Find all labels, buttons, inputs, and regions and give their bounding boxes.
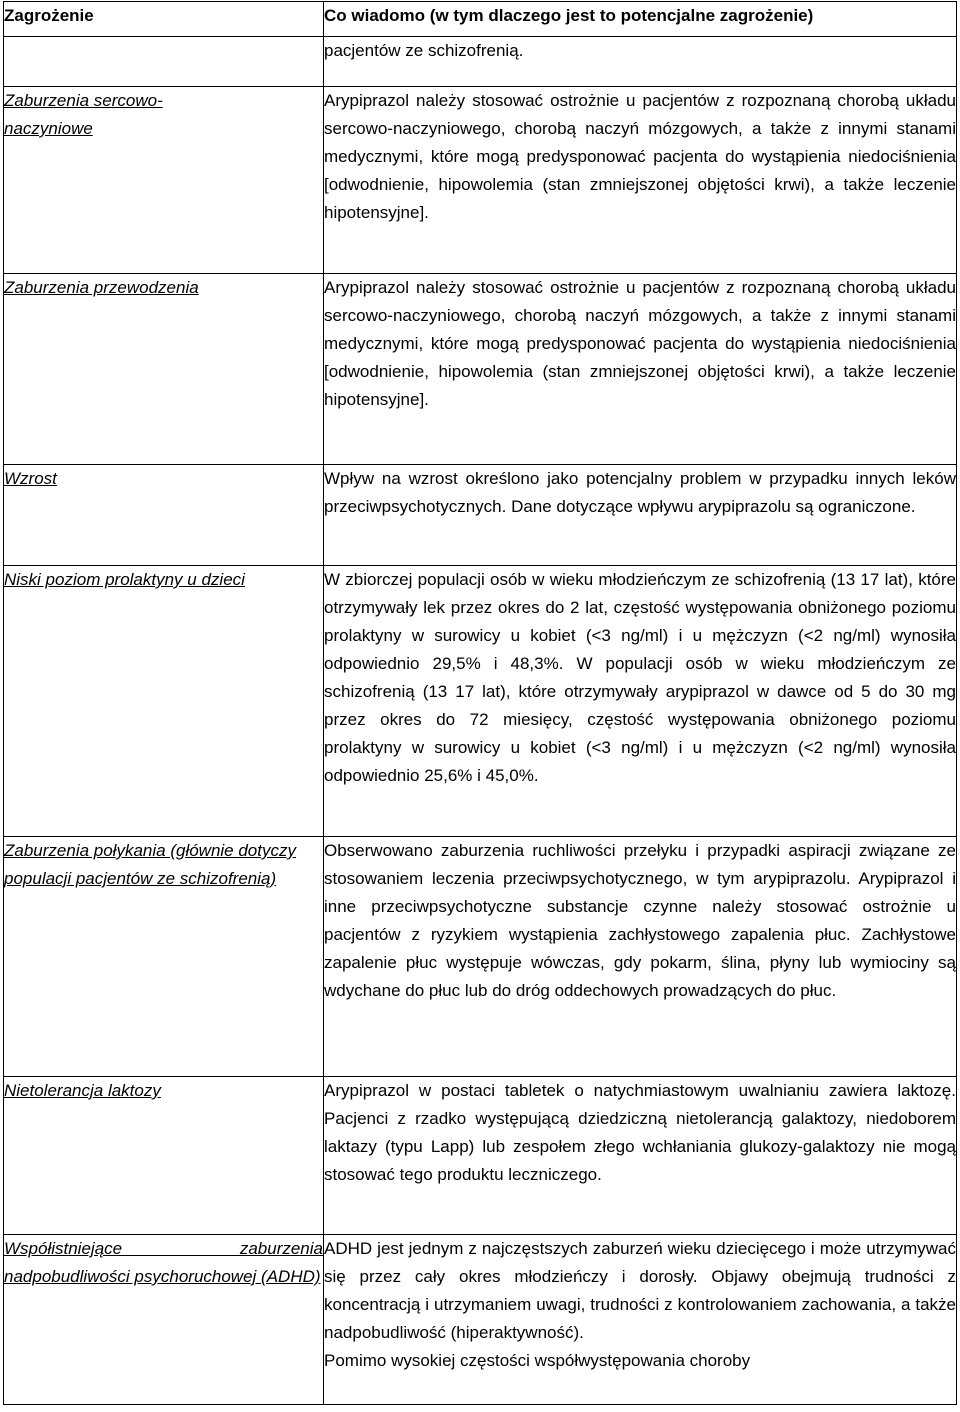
table-row [4, 87, 957, 274]
risk-cell: Niski poziom prolaktyny u dzieci [4, 566, 324, 837]
table-header-row [4, 2, 957, 37]
risk-cell: Zaburzenia przewodzenia [4, 274, 324, 465]
info-cell [324, 37, 957, 87]
info-paragraph: Wpływ na wzrost określono jako potencjalny problem w przypadku innych leków przeciwpsychotycznych. Dane dotyczące wpływu arypiprazolu są ograniczone. [324, 469, 956, 516]
info-cell [324, 837, 957, 1077]
info-cell [324, 87, 957, 274]
table-row [4, 1235, 957, 1405]
risk-table [3, 1, 957, 1405]
info-cell [324, 1077, 957, 1235]
table-row [4, 37, 957, 87]
info-paragraph: Arypiprazol w postaci tabletek o natychmiastowym uwalnianiu zawiera laktozę. Pacjenci z rzadko występującą dziedziczną nietolerancją galaktozy, niedoborem laktazy (typu Lapp) lub zespołem złego wchłaniania glukozy-galaktozy nie mogą stosować tego produktu leczniczego. [324, 1081, 956, 1184]
info-paragraph: Arypiprazol należy stosować ostrożnie u pacjentów z rozpoznaną chorobą układu sercowo-naczyniowego, chorobą naczyń mózgowych, a także z innymi stanami medycznymi, które mogą predysponować pacjenta do wystąpienia niedociśnienia [odwodnienie, hipowolemia (stan zmniejszonej objętości krwi), a także leczenie hipotensyjne]. [324, 278, 956, 409]
info-paragraph: pacjentów ze schizofrenią. [324, 41, 524, 60]
header-risk: Zagrożenie [4, 2, 324, 37]
risk-cell: Wzrost [4, 465, 324, 566]
table-row [4, 465, 957, 566]
risk-cell: Współistniejące zaburzenia nadpobudliwości psychoruchowej (ADHD) [4, 1235, 324, 1405]
risk-cell: Zaburzenia sercowo-naczyniowe [4, 87, 324, 274]
risk-cell: Zaburzenia połykania (głównie dotyczy populacji pacjentów ze schizofrenią) [4, 837, 324, 1077]
info-cell [324, 1235, 957, 1405]
info-paragraph: Obserwowano zaburzenia ruchliwości przełyku i przypadki aspiracji związane ze stosowaniem leczenia przeciwpsychotycznego, w tym arypiprazolu. Arypiprazol i inne przeciwpsychotyczne substancje czynne należy stosować ostrożnie u pacjentów z ryzykiem wystąpienia zachłystowego zapalenia płuc. Zachłystowe zapalenie płuc występuje wówczas, gdy pokarm, ślina, płyny lub wymiociny są wdychane do płuc lub do dróg oddechowych prowadzących do płuc. [324, 841, 956, 1000]
info-paragraph: Arypiprazol należy stosować ostrożnie u pacjentów z rozpoznaną chorobą układu sercowo-naczyniowego, chorobą naczyń mózgowych, a także z innymi stanami medycznymi, które mogą predysponować pacjenta do wystąpienia niedociśnienia [odwodnienie, hipowolemia (stan zmniejszonej objętości krwi), a także leczenie hipotensyjne]. [324, 91, 956, 222]
table-row [4, 274, 957, 465]
table-row [4, 1077, 957, 1235]
header-info: Co wiadomo (w tym dlaczego jest to potencjalne zagrożenie) [324, 2, 957, 37]
table-row [4, 566, 957, 837]
info-cell [324, 465, 957, 566]
info-cell [324, 566, 957, 837]
risk-cell: Nietolerancja laktozy [4, 1077, 324, 1235]
info-paragraph: ADHD jest jednym z najczęstszych zaburzeń wieku dziecięcego i może utrzymywać się przez cały okres młodzieńczy i dorosły. Objawy obejmują trudności z koncentracją i utrzymaniem uwagi, trudności z kontrolowaniem zachowania, a także nadpobudliwość (hiperaktywność). [324, 1239, 956, 1342]
info-cell [324, 274, 957, 465]
info-paragraph: Pomimo wysokiej częstości współwystępowania choroby [324, 1351, 751, 1370]
risk-cell [4, 37, 324, 87]
table-row [4, 837, 957, 1077]
info-paragraph: W zbiorczej populacji osób w wieku młodzieńczym ze schizofrenią (13 17 lat), które otrzymywały lek przez okres do 2 lat, częstość występowania obniżonego poziomu prolaktyny w surowicy u kobiet (<3 ng/ml) i u mężczyzn (<2 ng/ml) wynosiła odpowiednio 29,5% i 48,3%. W populacji osób w wieku młodzieńczym ze schizofrenią (13 17 lat), które otrzymywały arypiprazol w dawce od 5 do 30 mg przez okres do 72 miesięcy, częstość występowania obniżonego poziomu prolaktyny w surowicy u kobiet (<3 ng/ml) i u mężczyzn (<2 ng/ml) wynosiła odpowiednio 25,6% i 45,0%. [324, 570, 956, 785]
